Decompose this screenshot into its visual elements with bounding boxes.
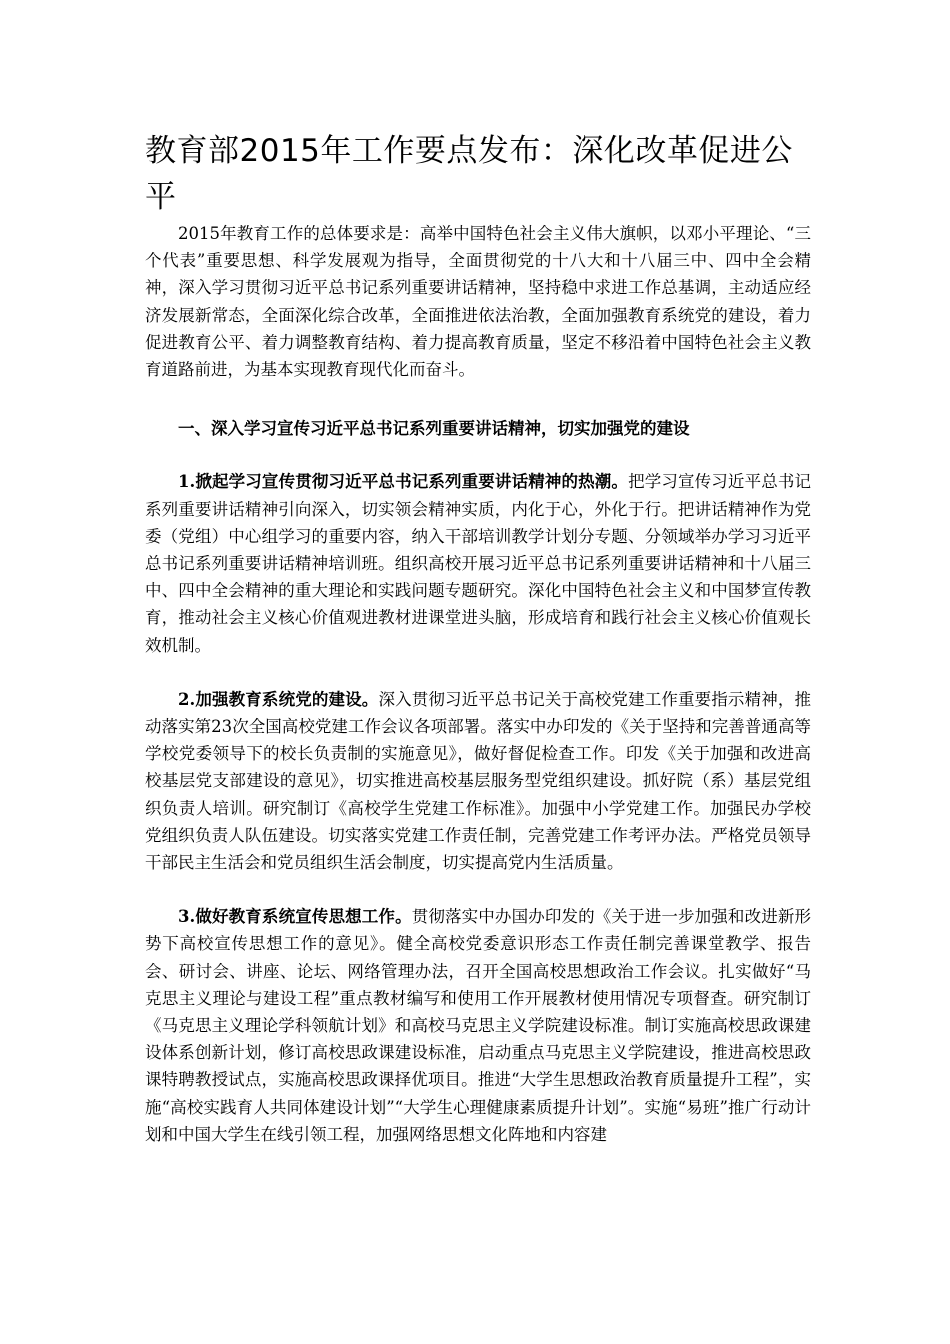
item-paragraph-3 [145, 903, 811, 1148]
spacer [145, 659, 811, 686]
spacer [145, 876, 811, 903]
item-paragraph-1 [145, 468, 811, 658]
item-body: 贯彻落实中办国办印发的《关于进一步加强和改进新形势下高校宣传思想工作的意见》。健全高校党委意识形态工作责任制完善课堂教学、报告会、研讨会、讲座、论坛、网络管理办法，召开全国高校思想政治工作会议。扎实做好“马克思主义理论与建设工程”重点教材编写和使用工作开展教材使用情况专项督查。研究制订《马克思主义理论学科领航计划》和高校马克思主义学院建设标准。制订实施高校思政课建设体系创新计划，修订高校思政课建设标准，启动重点马克思主义学院建设，推进高校思政课特聘教授试点，实施高校思政课择优项目。推进“大学生思想政治教育质量提升工程”，实施“高校实践育人共同体建设计划”“大学生心理健康素质提升计划”。实施“易班”推广行动计划和中国大学生在线引领工程，加强网络思想文化阵地和内容建 [145, 907, 811, 1144]
spacer [145, 383, 811, 415]
document-page [145, 128, 811, 1148]
item-lead: 3.做好教育系统宣传思想工作。 [178, 907, 412, 927]
section-heading: 一、深入学习宣传习近平总书记系列重要讲话精神，切实加强党的建设 [178, 419, 690, 439]
item-lead: 2.加强教育系统党的建设。 [178, 689, 379, 709]
item-paragraph-2 [145, 686, 811, 876]
page-title: 教育部2015年工作要点发布：深化改革促进公平 [145, 133, 793, 215]
intro-paragraph: 2015年教育工作的总体要求是：高举中国特色社会主义伟大旗帜，以邓小平理论、“三个代表”重要思想、科学发展观为指导，全面贯彻党的十八大和十八届三中、四中全会精神，深入学习贯彻习近平总书记系列重要讲话精神，坚持稳中求进工作总基调，主动适应经济发展新常态，全面深化综合改革，全面推进依法治教，全面加强教育系统党的建设，着力促进教育公平、着力调整教育结构、着力提高教育质量，坚定不移沿着中国特色社会主义教育道路前进，为基本实现教育现代化而奋斗。 [145, 224, 811, 380]
item-body: 深入贯彻习近平总书记关于高校党建工作重要指示精神，推动落实第23次全国高校党建工作会议各项部署。落实中办印发的《关于坚持和完善普通高等学校党委领导下的校长负责制的实施意见》，做好督促检查工作。印发《关于加强和改进高校基层党支部建设的意见》，切实推进高校基层服务型党组织建设。抓好院（系）基层党组织负责人培训。研究制订《高校学生党建工作标准》。加强中小学党建工作。加强民办学校党组织负责人队伍建设。切实落实党建工作责任制，完善党建工作考评办法。严格党员领导干部民主生活会和党员组织生活会制度，切实提高党内生活质量。 [145, 689, 811, 873]
item-lead: 1.掀起学习宣传贯彻习近平总书记系列重要讲话精神的热潮。 [178, 472, 629, 492]
spacer [145, 442, 811, 468]
item-body: 把学习宣传习近平总书记系列重要讲话精神引向深入，切实领会精神实质，内化于心，外化于行。把讲话精神作为党委（党组）中心组学习的重要内容，纳入干部培训教学计划分专题、分领域举办学习习近平总书记系列重要讲话精神培训班。组织高校开展习近平总书记系列重要讲话精神和十八届三中、四中全会精神的重大理论和实践问题专题研究。深化中国特色社会主义和中国梦宣传教育，推动社会主义核心价值观进教材进课堂进头脑，形成培育和践行社会主义核心价值观长效机制。 [145, 472, 812, 655]
